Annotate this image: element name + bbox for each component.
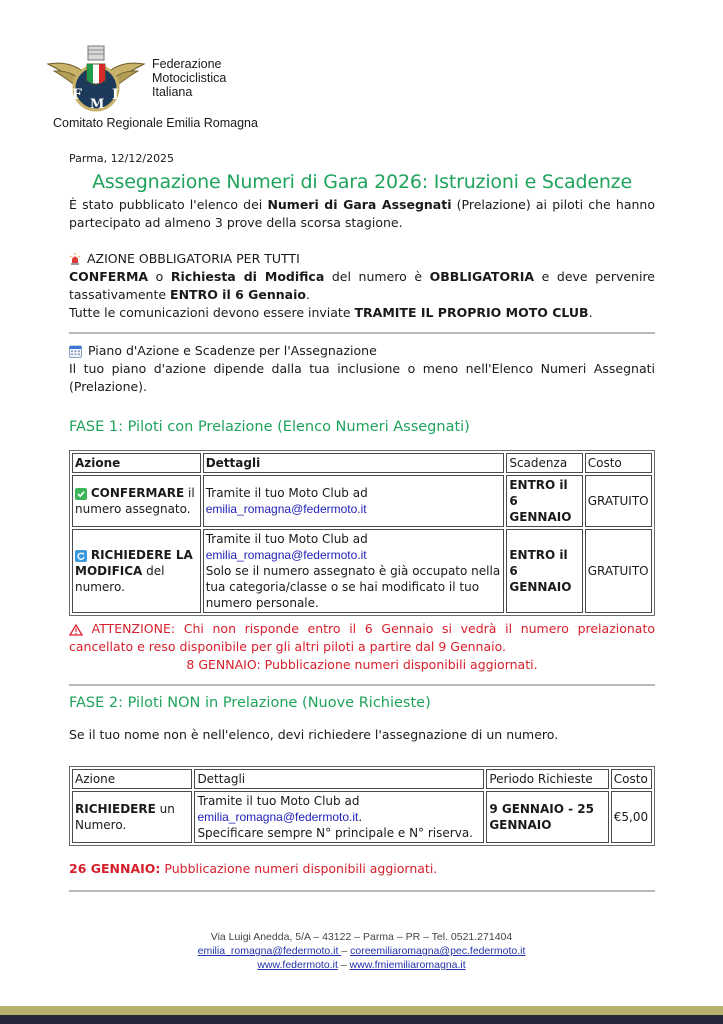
siren-icon (69, 253, 81, 265)
svg-text:I: I (112, 87, 119, 103)
divider (69, 332, 655, 334)
table-header-row (72, 453, 652, 473)
mandatory-text: CONFERMA o Richiesta di Modifica del numero è OBBLIGATORIA e deve pervenire tassativamente ENTRO il 6 Gennaio. (69, 269, 655, 302)
calendar-icon (69, 345, 82, 358)
svg-text:M: M (90, 97, 105, 112)
warning-icon (69, 624, 83, 636)
divider (69, 684, 655, 686)
details-cell: Tramite il tuo Moto Club ad emilia_romagna@federmoto.it (203, 475, 505, 527)
cost-cell: GRATUITO (585, 475, 652, 527)
document-date: Parma, 12/12/2025 (69, 152, 175, 165)
footer-regional-website-link[interactable]: www.fmiemiliaromagna.it (349, 959, 466, 971)
details-cell: Tramite il tuo Moto Club ad emilia_romagna@federmoto.it. Specificare sempre N° principale e N° riserva. (194, 791, 484, 843)
cost-cell: GRATUITO (585, 529, 652, 613)
column-header: Dettagli (203, 453, 505, 473)
column-header: Azione (72, 769, 192, 789)
column-header: Costo (611, 769, 652, 789)
phase-2-intro: Se il tuo nome non è nell'elenco, devi richiedere l'assegnazione di un numero. (69, 727, 559, 742)
phase-1-table (69, 450, 655, 616)
committee-name: Comitato Regionale Emilia Romagna (53, 116, 258, 130)
publication-note-2: 26 GENNAIO: Pubblicazione numeri disponibili aggiornati. (69, 861, 438, 876)
deadline-cell: ENTRO il 6 GENNAIO (506, 475, 582, 527)
email-link[interactable]: emilia_romagna@federmoto.it (197, 810, 359, 824)
publication-note: 8 GENNAIO: Pubblicazione numeri disponibili aggiornati. (186, 657, 538, 672)
phase-1-heading: FASE 1: Piloti con Prelazione (Elenco Numeri Assegnati) (69, 419, 470, 435)
fmi-logo (46, 44, 146, 114)
column-header: Scadenza (506, 453, 582, 473)
column-header: Periodo Richieste (486, 769, 608, 789)
email-link[interactable]: emilia_romagna@federmoto.it (205, 548, 367, 562)
action-cell: RICHIEDERE LA MODIFICA del numero. (72, 529, 201, 613)
cost-cell: €5,00 (611, 791, 652, 843)
email-link[interactable]: emilia_romagna@federmoto.it (205, 502, 367, 516)
action-cell: CONFERMARE il numero assegnato. (72, 475, 201, 527)
deadline-cell: ENTRO il 6 GENNAIO (506, 529, 582, 613)
org-line-3: Italiana (152, 85, 193, 99)
org-line-2: Motociclistica (152, 71, 227, 85)
divider (69, 890, 655, 892)
footer-email-link[interactable]: emilia_romagna@federmoto.it (197, 945, 342, 957)
footer-address: Via Luigi Anedda, 5/A – 43122 – Parma – PR – Tel. 0521.271404 (210, 931, 513, 943)
footer-website-link[interactable]: www.federmoto.it (257, 959, 338, 971)
footer-gold-band (0, 1006, 723, 1015)
phase-2-table (69, 766, 655, 846)
footer-emails: emilia_romagna@federmoto.it – coreemiliaromagna@pec.federmoto.it (197, 945, 526, 957)
org-line-1: Federazione (152, 57, 222, 71)
footer-websites: www.federmoto.it – www.fmiemiliaromagna.it (257, 959, 466, 971)
table-row (72, 791, 652, 843)
phase-2-heading: FASE 2: Piloti NON in Prelazione (Nuove Richieste) (69, 695, 431, 711)
table-row (72, 529, 652, 613)
plan-text: Il tuo piano d'azione dipende dalla tua inclusione o meno nell'Elenco Numeri Assegnati (Prelazione). (69, 361, 655, 394)
column-header: Azione (72, 453, 201, 473)
organization-name (152, 57, 226, 99)
svg-text:F: F (72, 87, 82, 103)
column-header: Costo (585, 453, 652, 473)
details-cell: Tramite il tuo Moto Club ad emilia_romagna@federmoto.it Solo se il numero assegnato è già occupato nella tua categoria/classe o se hai modificato il tuo numero personale. (203, 529, 505, 613)
footer-navy-band (0, 1015, 723, 1024)
refresh-icon (75, 550, 87, 562)
table-header-row (72, 769, 652, 789)
check-icon (75, 488, 87, 500)
document-title: Assegnazione Numeri di Gara 2026: Istruzioni e Scadenze (92, 171, 632, 193)
warning-text: ATTENZIONE: Chi non risponde entro il 6 Gennaio si vedrà il numero prelazionato cancellato e reso disponibile per gli altri piloti a partire dal 9 Gennaio. (69, 621, 656, 654)
period-cell: 9 GENNAIO - 25 GENNAIO (486, 791, 608, 843)
footer (0, 930, 723, 972)
intro-paragraph: È stato pubblicato l'elenco dei Numeri di Gara Assegnati (Prelazione) ai piloti che hanno partecipato ad almeno 3 prove della scorsa stagione. (69, 197, 655, 230)
footer-pec-link[interactable]: coreemiliaromagna@pec.federmoto.it (350, 945, 526, 957)
mandatory-club-note: Tutte le comunicazioni devono essere inviate TRAMITE IL PROPRIO MOTO CLUB. (69, 305, 593, 320)
plan-heading: Piano d'Azione e Scadenze per l'Assegnazione (69, 342, 655, 360)
document-body (69, 150, 655, 900)
action-cell: RICHIEDERE un Numero. (72, 791, 192, 843)
column-header: Dettagli (194, 769, 484, 789)
table-row (72, 475, 652, 527)
mandatory-heading: AZIONE OBBLIGATORIA PER TUTTI (69, 250, 655, 268)
